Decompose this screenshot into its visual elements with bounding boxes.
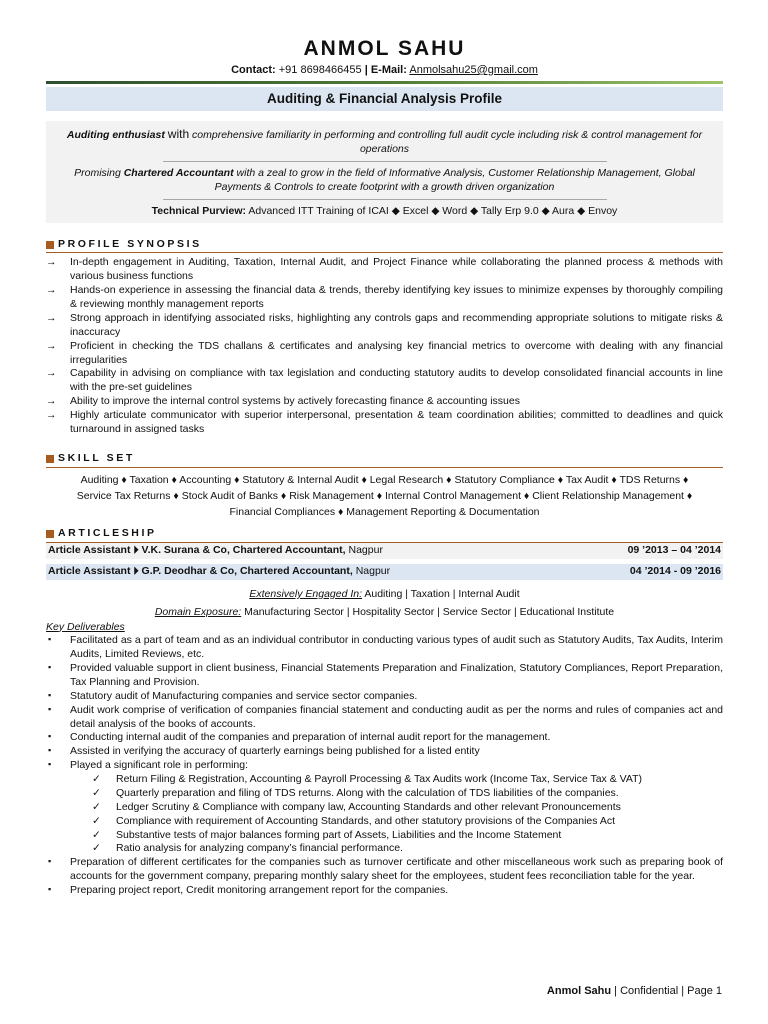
list-item-text: Facilitated as a part of team and as an individual contributor in conducting various types of audit such as Statutory Audits, Tax Audits, Interim Audits, Limited Reviews, etc. — [70, 634, 723, 661]
bullet-icon: ▪ — [48, 731, 52, 742]
list-item-text: Hands-on experience in assessing the financial data & trends, thereby identifying key issues to minimize expenses by thoroughly compiling & reviewing monthly management reports — [70, 284, 723, 311]
key-deliverables-heading: Key Deliverables — [46, 620, 125, 633]
list-item-text: Capability in advising on compliance with tax legislation and conducting statutory audits to develop consolidated financial accounts in line with the pre-set guidelines — [70, 367, 723, 394]
technical-purview — [52, 205, 717, 219]
section-title: PROFILE SYNOPSIS — [58, 237, 202, 250]
list-item — [46, 409, 723, 437]
articleship-place: Nagpur — [348, 544, 383, 557]
engaged-text: Auditing | Taxation | Internal Audit — [364, 587, 520, 600]
list-item-text: Substantive tests of major balances forming part of Assets, Liabilities and the Income Statement — [116, 828, 562, 841]
bullet-icon: ▪ — [48, 759, 52, 770]
list-item-text: Ratio analysis for analyzing company’s financial performance. — [116, 842, 403, 855]
list-item — [46, 395, 723, 409]
list-item-text: Played a significant role in performing: — [70, 759, 249, 772]
section-square-icon — [46, 530, 54, 538]
articleship-role — [48, 565, 390, 579]
skill-list: Auditing ♦ Taxation ♦ Accounting ♦ Statutory & Internal Audit ♦ Legal Research ♦ Statutory Compliance ♦ Tax Audit ♦ TDS Returns ♦ Service Tax Returns ♦ Stock Audit of Banks ♦ Risk Management ♦ Internal Control Management ♦ Client Relationship Management ♦ Financial Compliances ♦ Management Reporting & Documentation — [76, 473, 693, 519]
section-heading-articleship — [46, 527, 723, 542]
list-item — [46, 842, 723, 856]
list-item — [46, 773, 723, 787]
list-item-text: Quarterly preparation and filing of TDS returns. Along with the calculation of TDS liabilities of the companies. — [116, 786, 619, 799]
articleship-dates: 09 ’2013 – 04 ’2014 — [627, 544, 721, 557]
bullet-icon: ▪ — [48, 662, 52, 673]
list-item — [46, 690, 723, 704]
profile-line-1-with: with — [167, 127, 190, 142]
section-square-icon — [46, 455, 54, 463]
bullet-icon: ▪ — [48, 703, 52, 714]
deliverables-list — [46, 634, 723, 773]
list-item — [46, 284, 723, 312]
profile-line-2 — [52, 167, 717, 195]
list-item-text: Provided valuable support in client business, Financial Statements Preparation and Finalization, Statutory Compliances, Report Preparation, Tax Planning and Provision. — [70, 662, 723, 689]
arrow-icon: → — [46, 284, 57, 297]
email-label: | E-Mail: — [364, 64, 407, 76]
list-item — [46, 759, 723, 773]
section-title: ARTICLESHIP — [58, 527, 157, 540]
footer-name: Anmol Sahu — [546, 985, 612, 997]
list-item-text: In-depth engagement in Auditing, Taxation, Internal Audit, and Project Finance while collaborating the planned process & methods with various business functions — [70, 256, 723, 283]
checkmark-icon: ✓ — [92, 800, 101, 813]
list-item-text: Preparation of different certificates for the companies such as turnover certificate and other miscellaneous work such as preparing book of accounts for the government company, preparing monthly salary sheet for the employees, student fees reconciliation table for the year. — [70, 856, 723, 883]
profile-line-2-emph: Chartered Accountant — [123, 167, 234, 180]
checkmark-icon: ✓ — [92, 786, 101, 799]
articleship-dates: 04 ’2014 - 09 ’2016 — [629, 565, 721, 578]
list-item — [46, 704, 723, 732]
deliverables-list-continued — [46, 856, 723, 898]
articleship-role — [48, 544, 383, 558]
articleship-place: Nagpur — [355, 565, 391, 578]
list-item-text: Highly articulate communicator with superior interpersonal, presentation & team coordination abilities; committed to deadlines and quick turnaround in assigned tasks — [70, 408, 723, 435]
contact-label: Contact: — [231, 64, 276, 76]
list-item-text: Conducting internal audit of the companies and preparation of internal audit report for the management. — [70, 731, 551, 744]
list-item — [46, 745, 723, 759]
candidate-name: ANMOL SAHU — [303, 37, 466, 60]
list-item-text: Assisted in verifying the accuracy of quarterly earnings being published for a listed entity — [70, 745, 480, 758]
domain-text: Manufacturing Sector | Hospitality Sector | Service Sector | Educational Institute — [244, 605, 615, 618]
list-item-text: Proficient in checking the TDS challans & certificates and analysing key financial metrics to overcome with dealing with any financial irregularities — [70, 339, 723, 366]
list-item — [46, 829, 723, 843]
email-link[interactable]: Anmolsahu25@gmail.com — [409, 64, 538, 76]
profile-line-2-start: Promising — [74, 167, 121, 180]
resume-page — [46, 36, 723, 898]
page-footer — [547, 984, 722, 999]
checkmark-icon: ✓ — [92, 814, 101, 827]
divider — [163, 199, 607, 200]
profile-line-1 — [52, 127, 717, 157]
checkmark-icon: ✓ — [92, 828, 101, 841]
list-item-text: Ability to improve the internal control systems by actively forecasting finance & accounting issues — [70, 395, 520, 408]
section-heading-profile-synopsis — [46, 238, 723, 254]
bullet-icon: ▪ — [48, 689, 52, 700]
list-item — [46, 634, 723, 662]
phone-number: +91 8698466455 — [278, 64, 362, 76]
list-item — [46, 856, 723, 884]
arrow-icon: → — [46, 367, 57, 380]
engaged-label: Extensively Engaged In: — [249, 587, 363, 600]
list-item — [46, 884, 723, 898]
list-item-text: Compliance with requirement of Accounting Standards, and other statutory provisions of the Companies Act — [116, 814, 616, 827]
arrow-icon: → — [46, 311, 57, 324]
list-item — [46, 662, 723, 690]
profile-line-1-rest: comprehensive familiarity in performing and controlling full audit cycle including risk & control management for operations — [192, 129, 703, 156]
domain-exposure-line — [46, 606, 723, 620]
contact-line — [46, 63, 723, 78]
list-item — [46, 815, 723, 829]
list-item-text: Strong approach in identifying associated risks, highlighting any controls gaps and recommending appropriate solutions to mitigate risks & inaccuracy — [70, 311, 723, 338]
profile-line-2-rest: with a zeal to grow in the field of Informative Analysis, Customer Relationship Management, Global Payments & Controls to create footprint with a growth driven organization — [214, 167, 695, 193]
list-item-text: Statutory audit of Manufacturing companies and service sector companies. — [70, 689, 418, 702]
list-item-text: Preparing project report, Credit monitoring arrangement report for the companies. — [70, 883, 449, 896]
list-item — [46, 340, 723, 368]
divider — [163, 161, 607, 162]
articleship-row — [46, 564, 723, 580]
section-square-icon — [46, 241, 54, 249]
list-item — [46, 367, 723, 395]
section-heading-skill-set — [46, 452, 723, 468]
purview-label: Technical Purview: — [151, 204, 247, 217]
bullet-icon: ▪ — [48, 634, 52, 645]
synopsis-list — [46, 256, 723, 436]
bullet-icon: ▪ — [48, 883, 52, 894]
list-item — [46, 787, 723, 801]
footer-text: | Confidential | Page 1 — [614, 985, 722, 997]
arrow-icon: → — [46, 408, 57, 421]
list-item-text: Return Filing & Registration, Accounting & Payroll Processing & Tax Audits work (Income Tax, Service Tax & VAT) — [116, 773, 643, 786]
list-item — [46, 256, 723, 284]
bullet-icon: ▪ — [48, 745, 52, 756]
list-item — [46, 312, 723, 340]
arrow-icon: → — [46, 256, 57, 269]
bullet-icon: ▪ — [48, 856, 52, 867]
checkmark-icon: ✓ — [92, 773, 101, 786]
list-item — [46, 801, 723, 815]
arrow-icon: → — [46, 395, 57, 408]
section-title: SKILL SET — [58, 451, 135, 464]
profile-title: Auditing & Financial Analysis Profile — [46, 87, 723, 112]
arrow-icon: → — [46, 339, 57, 352]
checkmark-icon: ✓ — [92, 842, 101, 855]
profile-line-1-emph: Auditing enthusiast — [66, 129, 165, 142]
header-rule — [46, 81, 723, 84]
engaged-in-line — [46, 588, 723, 602]
articleship-title: Article Assistant ⏵ V.K. Surana & Co, Chartered Accountant, — [48, 544, 346, 557]
domain-label: Domain Exposure: — [154, 605, 242, 618]
list-item-text: Audit work comprise of verification of companies financial statement and conducting audit as per the norms and rules of companies act and detail analysis of the books of accounts. — [70, 703, 723, 730]
articleship-title: Article Assistant ⏵ G.P. Deodhar & Co, Chartered Accountant, — [48, 565, 353, 578]
list-item — [46, 731, 723, 745]
profile-summary-box — [46, 121, 723, 222]
list-item-text: Ledger Scrutiny & Compliance with company law, Accounting Standards and other relevant Pronouncements — [116, 800, 621, 813]
articleship-row — [46, 542, 723, 559]
purview-text: Advanced ITT Training of ICAI ◆ Excel ◆ Word ◆ Tally Erp 9.0 ◆ Aura ◆ Envoy — [248, 204, 618, 217]
performed-tasks-list — [46, 773, 723, 856]
